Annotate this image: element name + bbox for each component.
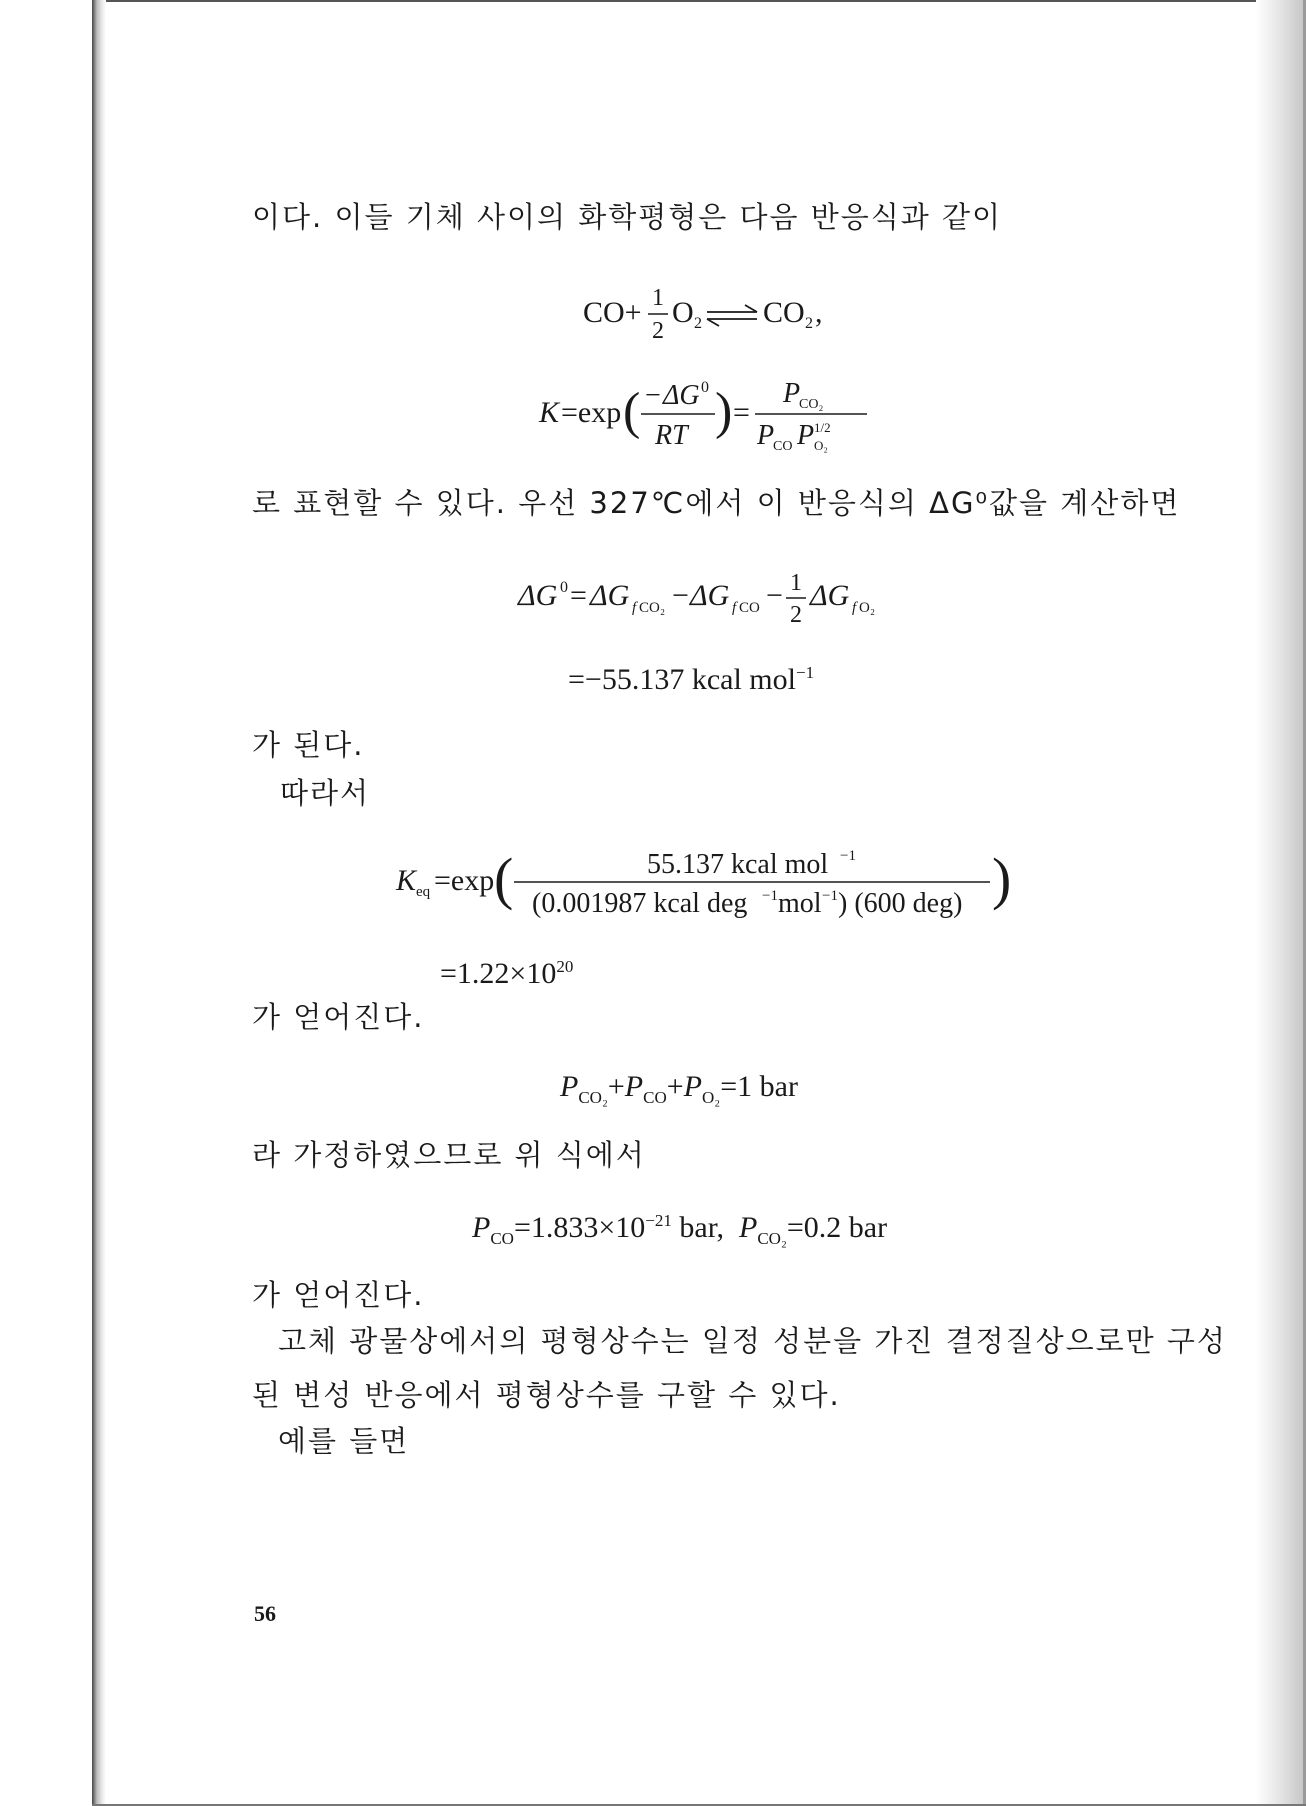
svg-text:=exp: =exp bbox=[434, 864, 495, 897]
equation-co-oxidation-math bbox=[575, 272, 835, 352]
paragraph-line-3: 가 된다. bbox=[252, 728, 365, 762]
svg-text:ΔG: ΔG bbox=[690, 579, 730, 612]
svg-text:CO+: CO+ bbox=[583, 296, 642, 329]
paragraph-line-4: 따라서 bbox=[280, 776, 371, 810]
svg-text:2: 2 bbox=[694, 315, 702, 332]
svg-text:O: O bbox=[672, 296, 694, 329]
svg-text:f: f bbox=[852, 600, 857, 616]
svg-text:,: , bbox=[815, 296, 823, 329]
paragraph-line-1: 이다. 이들 기체 사이의 화학평형은 다음 반응식과 같이 bbox=[252, 200, 1003, 234]
svg-text:ΔG: ΔG bbox=[518, 579, 558, 612]
svg-text:ΔG: ΔG bbox=[590, 579, 630, 612]
svg-text:P: P bbox=[757, 420, 775, 451]
svg-text:1: 1 bbox=[652, 285, 664, 311]
svg-text:f: f bbox=[732, 600, 737, 616]
svg-text:): ) bbox=[992, 846, 1012, 911]
svg-text:2: 2 bbox=[805, 315, 813, 332]
equation-gibbs-energy bbox=[510, 560, 930, 640]
equation-equilibrium-constant bbox=[535, 372, 895, 456]
svg-text:ΔG: ΔG bbox=[810, 579, 850, 612]
svg-text:−1: −1 bbox=[762, 888, 778, 904]
equation-keq bbox=[392, 840, 1012, 926]
paragraph-line-9: 된 변성 반응에서 평형상수를 구할 수 있다. bbox=[252, 1378, 841, 1412]
book-spine-shadow bbox=[92, 0, 106, 1806]
svg-text:1/2: 1/2 bbox=[814, 420, 831, 435]
svg-text:mol: mol bbox=[778, 888, 822, 919]
svg-text:CO₂: CO₂ bbox=[639, 600, 666, 616]
svg-text:55.137 kcal mol: 55.137 kcal mol bbox=[647, 849, 829, 880]
equation-gibbs-value: =−55.137 kcal mol$^{-1}$ bbox=[568, 663, 815, 696]
svg-text:K: K bbox=[396, 864, 417, 897]
svg-text:RT: RT bbox=[655, 420, 688, 451]
paragraph-line-8: 고체 광물상에서의 평형상수는 일정 성분을 가진 결정질상으로만 구성 bbox=[278, 1324, 1227, 1358]
svg-text:(: ( bbox=[494, 846, 514, 911]
svg-text:O₂: O₂ bbox=[859, 600, 876, 616]
svg-text:CO: CO bbox=[763, 296, 805, 329]
svg-text:f: f bbox=[632, 600, 637, 616]
svg-text:CO: CO bbox=[773, 439, 793, 454]
paragraph-line-6: 라 가정하였으므로 위 식에서 bbox=[252, 1138, 646, 1172]
svg-text:2: 2 bbox=[652, 318, 664, 344]
svg-text:−: − bbox=[766, 579, 783, 612]
svg-text:−1: −1 bbox=[840, 848, 856, 864]
svg-text:(: ( bbox=[623, 383, 641, 440]
page-top-edge bbox=[92, 0, 1298, 2]
svg-text:P: P bbox=[783, 378, 801, 409]
svg-text:(0.001987 kcal deg: (0.001987 kcal deg bbox=[532, 888, 748, 919]
svg-text:=: = bbox=[570, 579, 587, 612]
svg-text:K: K bbox=[539, 396, 560, 429]
svg-text:1: 1 bbox=[790, 570, 802, 596]
svg-text:2: 2 bbox=[790, 602, 802, 628]
svg-text:−: − bbox=[645, 380, 661, 411]
svg-text:P: P bbox=[797, 420, 815, 451]
svg-text:O₂: O₂ bbox=[814, 438, 828, 453]
svg-text:=: = bbox=[733, 396, 750, 429]
svg-text:eq: eq bbox=[416, 884, 431, 900]
equation-partial-pressures: $P_{CO}=1.833\times 10^{-21}$ bar, $P_{CO_2}=0.2$ bar bbox=[472, 1211, 888, 1248]
equation-pressure-sum: $P_{CO_2}+P_{CO}+P_{O_2}=1$ bar bbox=[560, 1070, 798, 1107]
svg-text:CO₂: CO₂ bbox=[799, 397, 824, 412]
svg-text:0: 0 bbox=[560, 579, 568, 596]
svg-text:−1: −1 bbox=[822, 888, 838, 904]
paragraph-line-5: 가 얻어진다. bbox=[252, 1000, 425, 1034]
paragraph-line-2: 로 표현할 수 있다. 우선 327℃에서 이 반응식의 ΔG⁰값을 계산하면 bbox=[252, 486, 1181, 520]
svg-text:ΔG: ΔG bbox=[663, 380, 700, 411]
svg-text:=exp: =exp bbox=[561, 396, 622, 429]
svg-text:−: − bbox=[672, 579, 689, 612]
page-right-shadow bbox=[1256, 0, 1306, 1806]
page-number: 56 bbox=[254, 1601, 276, 1626]
paragraph-line-10: 예를 들면 bbox=[278, 1424, 410, 1458]
svg-text:0: 0 bbox=[701, 379, 709, 396]
svg-text:): ) bbox=[715, 383, 733, 440]
equation-keq-value: $=1.22\times 10^{20}$ bbox=[440, 957, 574, 990]
svg-text:CO: CO bbox=[739, 600, 760, 616]
paragraph-line-7: 가 얻어진다. bbox=[252, 1278, 425, 1312]
svg-text:) (600 deg): ) (600 deg) bbox=[838, 888, 963, 919]
